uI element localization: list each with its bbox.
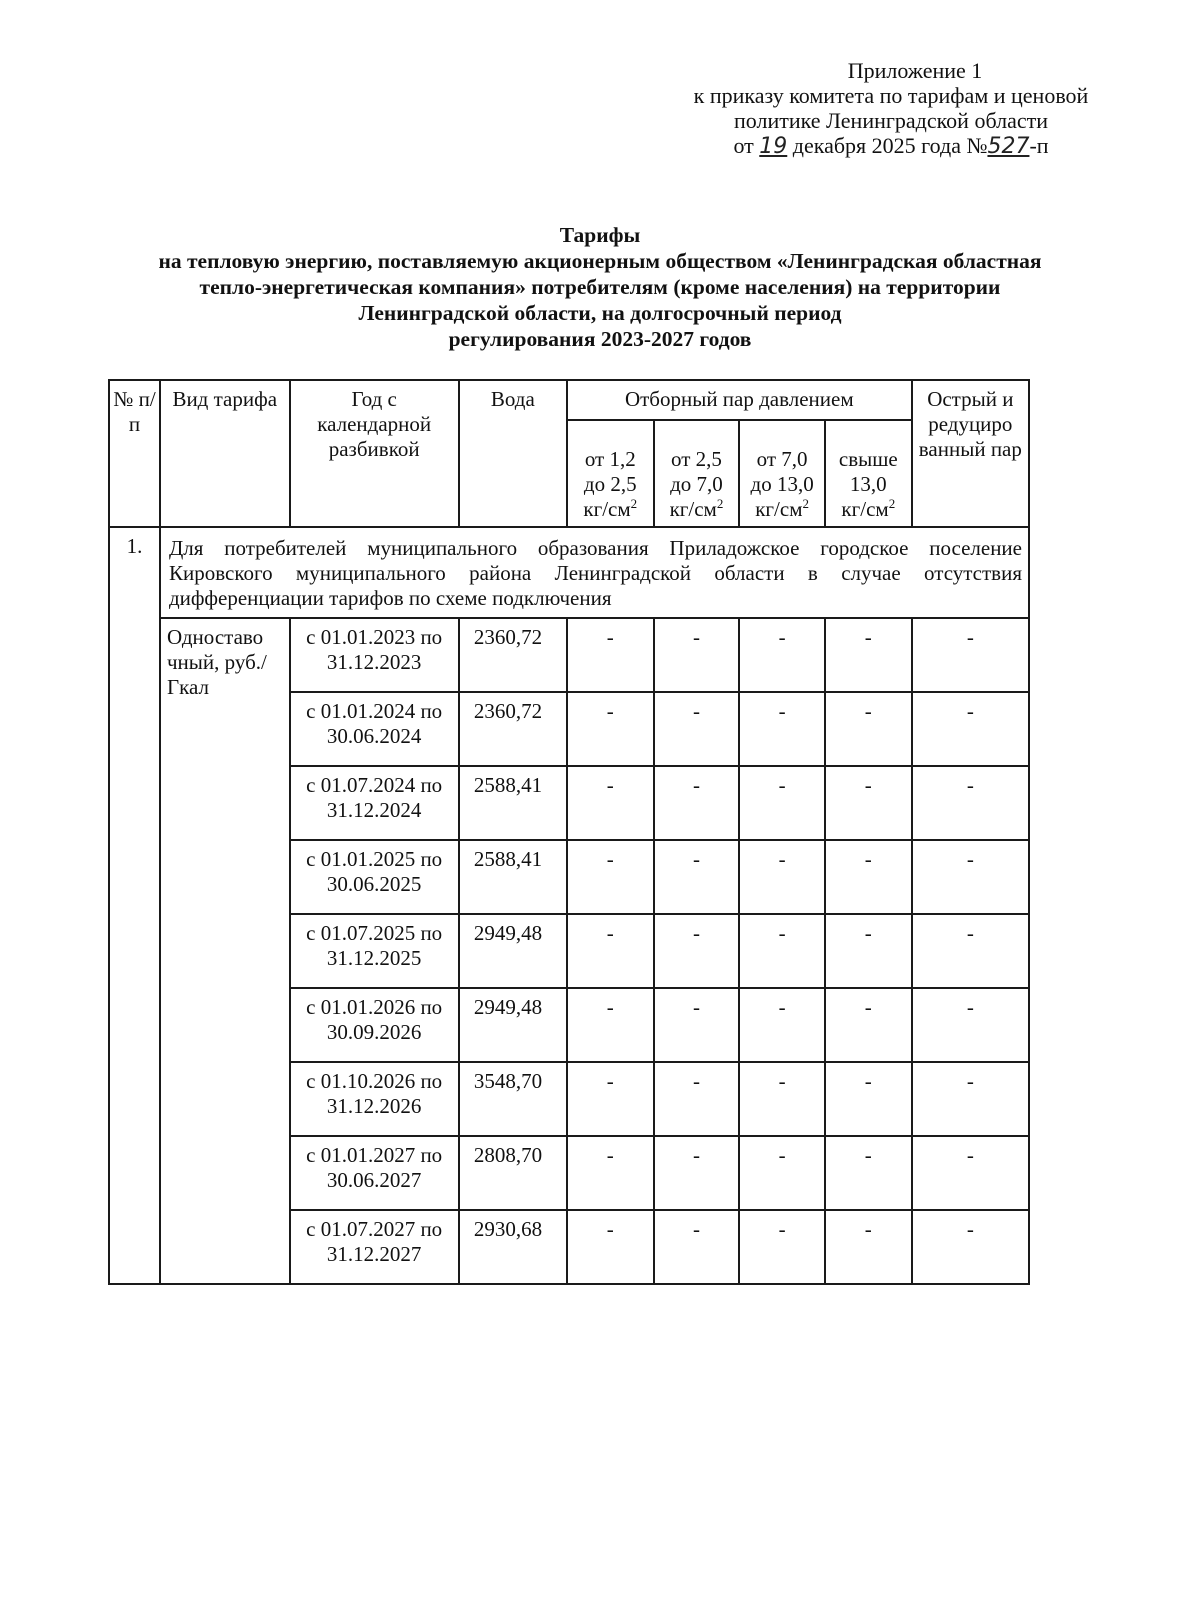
p2-cell: -	[654, 840, 740, 914]
p3-cell: -	[739, 1062, 825, 1136]
p1-cell: -	[567, 692, 654, 766]
p2-cell: -	[654, 1210, 740, 1284]
p1-unit-sup: 2	[630, 496, 638, 511]
p4-cell: -	[825, 1136, 912, 1210]
p4-cell: -	[825, 988, 912, 1062]
p3-cell: -	[739, 1210, 825, 1284]
p4-cell: -	[825, 1062, 912, 1136]
p1-unit-text: кг/см	[583, 497, 631, 521]
sharp-cell: -	[912, 840, 1029, 914]
period-cell: с 01.01.2026 по 30.09.2026	[290, 988, 459, 1062]
period-cell: с 01.07.2024 по 31.12.2024	[290, 766, 459, 840]
p1-cell: -	[567, 988, 654, 1062]
water-cell: 2360,72	[459, 618, 567, 692]
p4-cell: -	[825, 914, 912, 988]
p4-line1: свыше	[838, 447, 898, 471]
p1-cell: -	[567, 1062, 654, 1136]
period-cell: с 01.07.2025 по 31.12.2025	[290, 914, 459, 988]
group-row	[109, 527, 1029, 618]
water-cell: 2588,41	[459, 840, 567, 914]
appendix-title: Приложение 1	[847, 58, 983, 83]
p3-line2: до 13,0	[750, 472, 814, 496]
title-line-3: тепло-энергетическая компания» потребителям (кроме населения) на территории	[199, 275, 1001, 299]
water-cell: 2360,72	[459, 692, 567, 766]
sharp-cell: -	[912, 1062, 1029, 1136]
period-cell: с 01.07.2027 по 31.12.2027	[290, 1210, 459, 1284]
header-type: Вид тарифа	[160, 380, 290, 527]
handwritten-day: 19	[759, 134, 788, 159]
appendix-header	[600, 58, 1120, 159]
p2-unit-sup: 2	[716, 496, 724, 511]
table-row	[109, 618, 1029, 692]
p4-line2: 13,0	[849, 472, 887, 496]
p4-cell: -	[825, 618, 912, 692]
period-cell: с 01.01.2027 по 30.06.2027	[290, 1136, 459, 1210]
group-description: Для потребителей муниципального образования Приладожское городское поселение Кировского муниципального района Ленинградской области в случае отсутствия дифференциации тарифов по схеме подключения	[160, 527, 1029, 618]
p1-cell: -	[567, 618, 654, 692]
p2-cell: -	[654, 914, 740, 988]
water-cell: 2808,70	[459, 1136, 567, 1210]
p2-unit-text: кг/см	[669, 497, 717, 521]
p4-cell: -	[825, 840, 912, 914]
date-middle: декабря 2025 года №	[792, 133, 988, 158]
p2-cell: -	[654, 988, 740, 1062]
p1-line2: до 2,5	[583, 472, 637, 496]
p3-cell: -	[739, 914, 825, 988]
p2-cell: -	[654, 692, 740, 766]
p3-cell: -	[739, 692, 825, 766]
title-line-2: на тепловую энергию, поставляемую акционерным обществом «Ленинградская областная	[158, 249, 1042, 273]
document-title	[100, 222, 1100, 352]
title-line-4: Ленинградской области, на долгосрочный период	[358, 301, 842, 325]
header-year: Год с календарной разбивкой	[290, 380, 459, 527]
period-cell: с 01.01.2024 по 30.06.2024	[290, 692, 459, 766]
header-pressure-2	[654, 420, 740, 527]
p2-cell: -	[654, 1062, 740, 1136]
p2-line1: от 2,5	[670, 447, 722, 471]
p2-cell: -	[654, 1136, 740, 1210]
p1-cell: -	[567, 1136, 654, 1210]
tariff-table	[108, 379, 1030, 1285]
date-prefix: от	[733, 133, 754, 158]
p3-cell: -	[739, 988, 825, 1062]
p1-line1: от 1,2	[584, 447, 636, 471]
p3-unit-text: кг/см	[755, 497, 803, 521]
header-pressure-4	[825, 420, 912, 527]
p3-unit	[743, 497, 821, 522]
group-number: 1.	[109, 527, 160, 1284]
p1-cell: -	[567, 840, 654, 914]
appendix-date-line	[600, 133, 1120, 159]
p3-cell: -	[739, 1136, 825, 1210]
period-cell: с 01.01.2025 по 30.06.2025	[290, 840, 459, 914]
sharp-cell: -	[912, 914, 1029, 988]
title-line-1: Тарифы	[559, 223, 641, 247]
p4-unit-sup: 2	[888, 496, 896, 511]
p3-cell: -	[739, 840, 825, 914]
water-cell: 2930,68	[459, 1210, 567, 1284]
p3-cell: -	[739, 618, 825, 692]
p1-cell: -	[567, 914, 654, 988]
sharp-cell: -	[912, 1136, 1029, 1210]
header-sharp-steam: Острый и редуциро ванный пар	[912, 380, 1029, 527]
header-water: Вода	[459, 380, 567, 527]
p4-cell: -	[825, 1210, 912, 1284]
water-cell: 2949,48	[459, 914, 567, 988]
appendix-committee-line: политике Ленинградской области	[733, 108, 1048, 133]
water-cell: 2588,41	[459, 766, 567, 840]
sharp-cell: -	[912, 1210, 1029, 1284]
sharp-cell: -	[912, 618, 1029, 692]
header-pressure-1	[567, 420, 654, 527]
p2-unit	[658, 497, 736, 522]
header-row	[109, 380, 1029, 420]
p1-cell: -	[567, 1210, 654, 1284]
sharp-cell: -	[912, 692, 1029, 766]
p2-line2: до 7,0	[670, 472, 723, 496]
period-cell: с 01.01.2023 по 31.12.2023	[290, 618, 459, 692]
p4-cell: -	[825, 692, 912, 766]
header-num: № п/п	[109, 380, 160, 527]
handwritten-number: 527	[987, 134, 1030, 159]
sharp-cell: -	[912, 766, 1029, 840]
title-line-5: регулирования 2023-2027 годов	[448, 327, 752, 351]
p4-unit	[829, 497, 908, 522]
p3-unit-sup: 2	[802, 496, 809, 511]
p2-cell: -	[654, 766, 740, 840]
p4-cell: -	[825, 766, 912, 840]
period-cell: с 01.10.2026 по 31.12.2026	[290, 1062, 459, 1136]
water-cell: 3548,70	[459, 1062, 567, 1136]
p1-cell: -	[567, 766, 654, 840]
tariff-type: Одноставо чный, руб./Гкал	[160, 618, 290, 1284]
p2-cell: -	[654, 618, 740, 692]
p3-line1: от 7,0	[756, 447, 808, 471]
p3-cell: -	[739, 766, 825, 840]
sharp-cell: -	[912, 988, 1029, 1062]
water-cell: 2949,48	[459, 988, 567, 1062]
p4-unit-text: кг/см	[841, 497, 889, 521]
header-steam-group: Отборный пар давлением	[567, 380, 912, 420]
appendix-order-line: к приказу комитета по тарифам и ценовой	[693, 83, 1089, 108]
header-pressure-3	[739, 420, 825, 527]
p1-unit	[571, 497, 650, 522]
number-suffix: -п	[1029, 133, 1049, 158]
